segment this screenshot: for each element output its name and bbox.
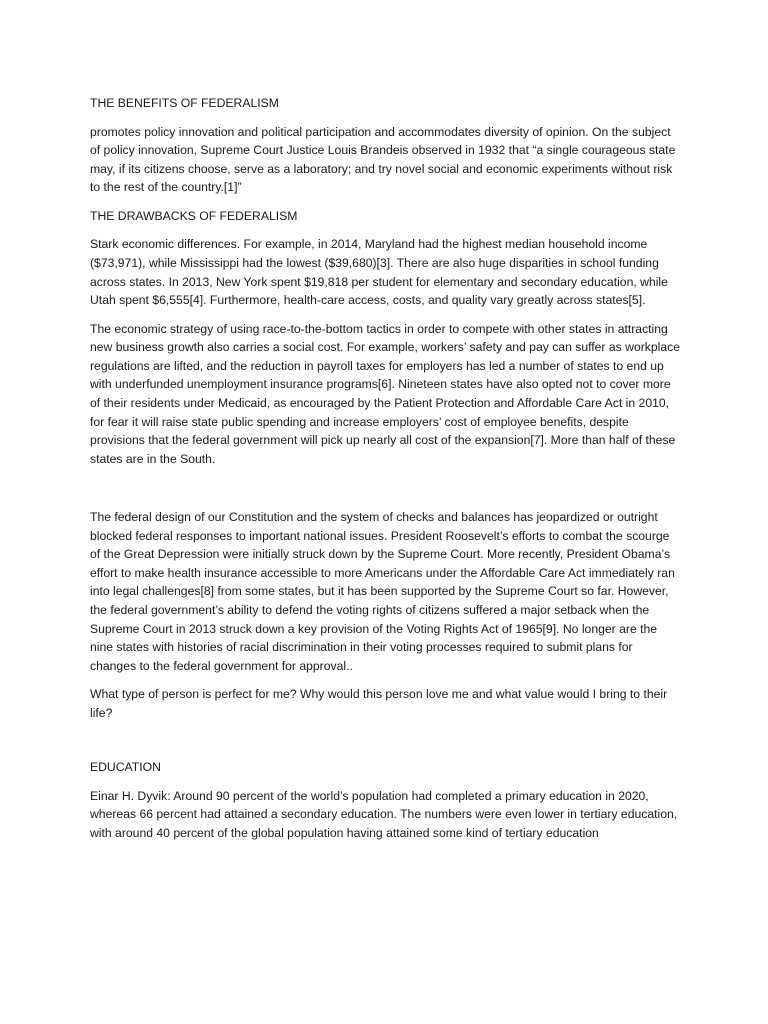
paragraph-question: What type of person is perfect for me? Why would this person love me and what value would I bring to their life?	[90, 687, 668, 720]
heading-benefits: THE BENEFITS OF FEDERALISM	[90, 96, 279, 110]
blank-line	[90, 732, 680, 758]
paragraph-education: Einar H. Dyvik: Around 90 percent of the world’s population had completed a primary education in 2020, whereas 66 percent had attained a secondary education. The numbers were even lower in tertiary education, with around 40 percent of the global population having attained some kind of tertiary education	[90, 788, 678, 840]
heading-drawbacks: THE DRAWBACKS OF FEDERALISM	[90, 208, 298, 223]
document-body	[90, 94, 680, 852]
paragraph-benefits: promotes policy innovation and political participation and accommodates diversity of opinion. On the subject of policy innovation, Supreme Court Justice Louis Brandeis observed in 1932 that “a single courageous state may, if its citizens choose, serve as a laboratory; and try novel social and economic experiments without risk to the rest of the country.[1]”	[90, 124, 676, 195]
paragraph-economic-differences: Stark economic differences. For example, in 2014, Maryland had the highest median household income ($73,971), while Mississippi had the lowest ($39,680)[3]. There are also huge disparities in school funding across states. In 2013, New York spent $19,818 per student for elementary and secondary education, while Utah spent $6,555[4]. Furthermore, health-care access, costs, and quality vary greatly across states[5].	[90, 237, 668, 308]
blank-line	[90, 478, 680, 508]
paragraph-federal-design: The federal design of our Constitution and the system of checks and balances has jeopardized or outright blocked federal responses to important national issues. President Roosevelt’s efforts to combat the scourge of the Great Depression were initially struck down by the Supreme Court. More recently, President Obama’s effort to make health insurance accessible to more Americans under the Affordable Care Act immediately ran into legal challenges[8] from some states, but it has been supported by the Supreme Court so far. However, the federal government’s ability to defend the voting rights of citizens suffered a major setback when the Supreme Court in 2013 struck down a key provision of the Voting Rights Act of 1965[9]. No longer are the nine states with histories of racial discrimination in their voting processes required to submit plans for changes to the federal government for approval..	[90, 510, 675, 673]
heading-education: EDUCATION	[90, 760, 161, 775]
paragraph-race-to-bottom: The economic strategy of using race-to-the-bottom tactics in order to compete with other states in attracting new business growth also carries a social cost. For example, workers’ safety and pay can suffer as workplace regulations are lifted, and the reduction in payroll taxes for employers has led a number of states to end up with underfunded unemployment insurance programs[6]. Nineteen states have also opted not to cover more of their residents under Medicaid, as encouraged by the Patient Protection and Affordable Care Act in 2010, for fear it will raise state public spending and increase employers’ cost of employee benefits, despite provisions that the federal government will pick up nearly all cost of the expansion[7]. More than half of these states are in the South.	[90, 321, 681, 466]
